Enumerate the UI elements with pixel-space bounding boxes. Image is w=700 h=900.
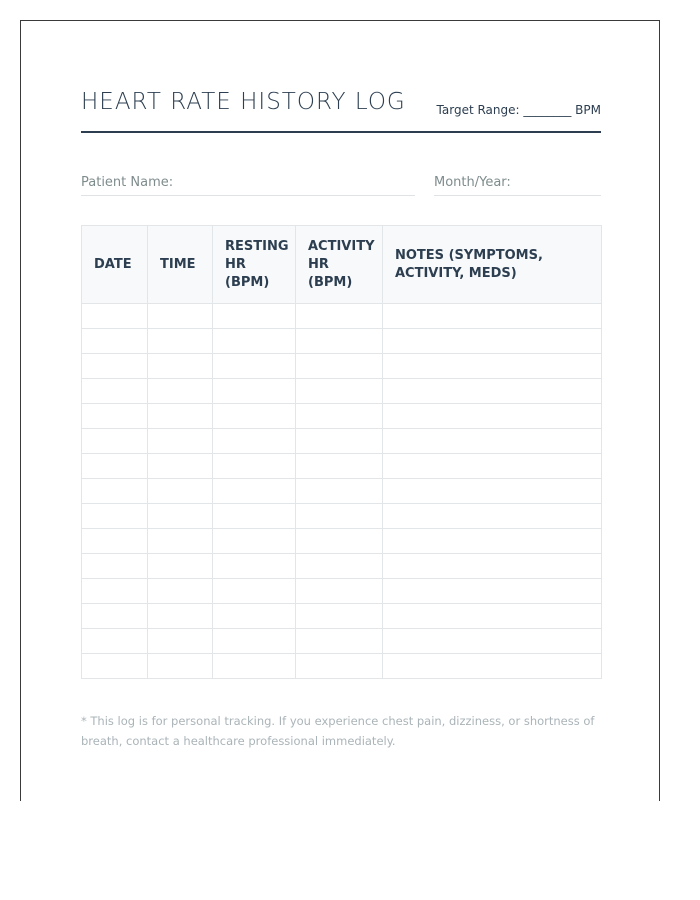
activity-hr-cell[interactable]: [296, 379, 383, 404]
notes-cell[interactable]: [383, 654, 602, 679]
resting-hr-cell[interactable]: [213, 354, 296, 379]
activity-hr-cell[interactable]: [296, 604, 383, 629]
time-cell[interactable]: [148, 629, 213, 654]
resting-hr-cell[interactable]: [213, 454, 296, 479]
column-header-activity-hr: ACTIVITY HR (BPM): [296, 226, 383, 304]
table-row: [82, 479, 602, 504]
activity-hr-cell[interactable]: [296, 429, 383, 454]
column-header-date: DATE: [82, 226, 148, 304]
resting-hr-cell[interactable]: [213, 479, 296, 504]
notes-cell[interactable]: [383, 479, 602, 504]
resting-hr-cell[interactable]: [213, 404, 296, 429]
disclaimer-footnote: * This log is for personal tracking. If you experience chest pain, dizziness, or shortness of breath, contact a healthcare professional immediately.: [81, 714, 595, 748]
activity-hr-cell[interactable]: [296, 579, 383, 604]
target-range-field: Target Range: ________ BPM: [436, 103, 601, 117]
table-row: [82, 629, 602, 654]
notes-cell[interactable]: [383, 429, 602, 454]
log-sheet: [20, 20, 660, 801]
log-header: [81, 89, 601, 133]
column-header-resting-hr: RESTING HR (BPM): [213, 226, 296, 304]
notes-cell[interactable]: [383, 629, 602, 654]
time-cell[interactable]: [148, 304, 213, 329]
time-cell[interactable]: [148, 579, 213, 604]
page-title: HEART RATE HISTORY LOG: [81, 89, 406, 115]
resting-hr-cell[interactable]: [213, 604, 296, 629]
date-cell[interactable]: [82, 604, 148, 629]
time-cell[interactable]: [148, 479, 213, 504]
date-cell[interactable]: [82, 654, 148, 679]
date-cell[interactable]: [82, 329, 148, 354]
notes-cell[interactable]: [383, 354, 602, 379]
column-header-time: TIME: [148, 226, 213, 304]
date-cell[interactable]: [82, 304, 148, 329]
patient-name-field: Patient Name:: [81, 175, 415, 196]
activity-hr-cell[interactable]: [296, 454, 383, 479]
table-row: [82, 354, 602, 379]
notes-cell[interactable]: [383, 304, 602, 329]
date-cell[interactable]: [82, 354, 148, 379]
time-cell[interactable]: [148, 354, 213, 379]
resting-hr-cell[interactable]: [213, 379, 296, 404]
activity-hr-cell[interactable]: [296, 354, 383, 379]
date-cell[interactable]: [82, 529, 148, 554]
resting-hr-cell[interactable]: [213, 329, 296, 354]
activity-hr-cell[interactable]: [296, 529, 383, 554]
activity-hr-cell[interactable]: [296, 654, 383, 679]
time-cell[interactable]: [148, 504, 213, 529]
table-row: [82, 379, 602, 404]
resting-hr-cell[interactable]: [213, 304, 296, 329]
date-cell[interactable]: [82, 429, 148, 454]
time-cell[interactable]: [148, 429, 213, 454]
table-row: [82, 654, 602, 679]
table-header-row: [82, 226, 602, 304]
time-cell[interactable]: [148, 529, 213, 554]
month-year-field: Month/Year:: [434, 175, 601, 196]
table-row: [82, 529, 602, 554]
date-cell[interactable]: [82, 629, 148, 654]
resting-hr-cell[interactable]: [213, 529, 296, 554]
date-cell[interactable]: [82, 579, 148, 604]
notes-cell[interactable]: [383, 529, 602, 554]
time-cell[interactable]: [148, 404, 213, 429]
resting-hr-cell[interactable]: [213, 629, 296, 654]
table-row: [82, 504, 602, 529]
table-row: [82, 454, 602, 479]
time-cell[interactable]: [148, 654, 213, 679]
resting-hr-cell[interactable]: [213, 429, 296, 454]
table-row: [82, 304, 602, 329]
table-row: [82, 604, 602, 629]
time-cell[interactable]: [148, 604, 213, 629]
activity-hr-cell[interactable]: [296, 404, 383, 429]
time-cell[interactable]: [148, 554, 213, 579]
notes-cell[interactable]: [383, 504, 602, 529]
table-row: [82, 554, 602, 579]
resting-hr-cell[interactable]: [213, 579, 296, 604]
table-body: [82, 304, 602, 679]
time-cell[interactable]: [148, 329, 213, 354]
column-header-notes: NOTES (SYMPTOMS, ACTIVITY, MEDS): [383, 226, 602, 304]
resting-hr-cell[interactable]: [213, 504, 296, 529]
table-row: [82, 329, 602, 354]
date-cell[interactable]: [82, 379, 148, 404]
date-cell[interactable]: [82, 479, 148, 504]
time-cell[interactable]: [148, 454, 213, 479]
notes-cell[interactable]: [383, 404, 602, 429]
activity-hr-cell[interactable]: [296, 504, 383, 529]
date-cell[interactable]: [82, 404, 148, 429]
notes-cell[interactable]: [383, 579, 602, 604]
date-cell[interactable]: [82, 454, 148, 479]
table-row: [82, 404, 602, 429]
notes-cell[interactable]: [383, 454, 602, 479]
activity-hr-cell[interactable]: [296, 329, 383, 354]
table-row: [82, 429, 602, 454]
activity-hr-cell[interactable]: [296, 479, 383, 504]
notes-cell[interactable]: [383, 329, 602, 354]
notes-cell[interactable]: [383, 379, 602, 404]
resting-hr-cell[interactable]: [213, 654, 296, 679]
time-cell[interactable]: [148, 379, 213, 404]
notes-cell[interactable]: [383, 554, 602, 579]
table-row: [82, 579, 602, 604]
heart-rate-log-table: [81, 225, 602, 679]
resting-hr-cell[interactable]: [213, 554, 296, 579]
date-cell[interactable]: [82, 504, 148, 529]
activity-hr-cell[interactable]: [296, 304, 383, 329]
date-cell[interactable]: [82, 554, 148, 579]
notes-cell[interactable]: [383, 604, 602, 629]
activity-hr-cell[interactable]: [296, 554, 383, 579]
activity-hr-cell[interactable]: [296, 629, 383, 654]
